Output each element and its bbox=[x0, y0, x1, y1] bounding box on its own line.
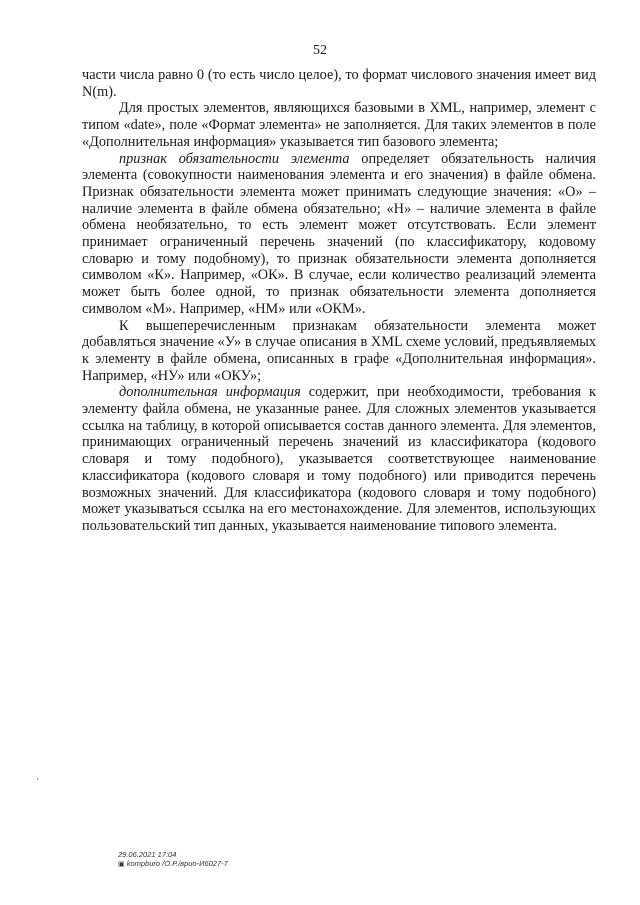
term-mandatory-flag: признак обязательности элемента bbox=[119, 150, 350, 167]
paragraph-5 bbox=[82, 384, 596, 534]
footer-path-line bbox=[118, 860, 228, 870]
paragraph-2 bbox=[82, 100, 596, 150]
document-body bbox=[82, 67, 596, 535]
paragraph-1-text: части числа равно 0 (то есть число целое), то формат числового значения имеет вид N(m). bbox=[82, 67, 596, 100]
footer-path: kompburo /О.Р./врио-И6027-7 bbox=[126, 858, 228, 868]
paragraph-1 bbox=[82, 67, 596, 100]
paragraph-3-text: определяет обязательность наличия элемента (совокупности наименования элемента и его значения) в файле обмена. Признак обязательности элемента может принимать следующие значения: «О» – наличие элемента в файле обмена обязательно; «Н» – наличие элемента в файле обмена необязательно, то есть элемент может отсутствовать. Если элемент принимает ограниченный перечень значений (по классификатору, кодовому словарю и тому подобному), то признак обязательности элемента дополняется символом «К». Например, «ОК». В случае, если количество реализаций элемента может быть более одной, то признак обязательности элемента дополняется символом «М». Например, «НМ» или «ОКМ». bbox=[82, 150, 596, 317]
footer-stamp bbox=[118, 851, 228, 869]
footer-timestamp: 29.06.2021 17:04 bbox=[118, 850, 177, 859]
paragraph-3 bbox=[82, 151, 596, 318]
scan-speck bbox=[37, 778, 38, 780]
document-icon: ▣ bbox=[118, 860, 125, 868]
paragraph-5-text: содержит, при необходимости, требования к элементу файла обмена, не указанные ранее. Для сложных элементов указывается ссылка на таблицу, в которой описывается состав данного элемента. Для элементов, принимающих ограниченный перечень значений из классификатора (кодового словаря и тому подобного), указывается соответствующее наименование классификатора (кодового словаря и тому подобного) или приводится перечень возможных значений. Для классификатора (кодового словаря и тому подобного) может указываться ссылка на его местонахождение. Для элементов, использующих пользовательский тип данных, указывается наименование типового элемента. bbox=[82, 384, 596, 534]
paragraph-2-text: Для простых элементов, являющихся базовыми в XML, например, элемент с типом «date», поле «Формат элемента» не заполняется. Для таких элементов в поле «Дополнительная информация» указывается тип базового элемента; bbox=[82, 100, 596, 150]
paragraph-4 bbox=[82, 318, 596, 385]
paragraph-4-text: К вышеперечисленным признакам обязательности элемента может добавляться значение «У» в случае описания в XML схеме условий, предъявляемых к элементу в файле обмена, описанных в графе «Дополнительная информация». Например, «НУ» или «ОКУ»; bbox=[82, 317, 596, 384]
page-number: 52 bbox=[313, 43, 327, 58]
term-additional-info: дополнительная информация bbox=[119, 384, 301, 401]
